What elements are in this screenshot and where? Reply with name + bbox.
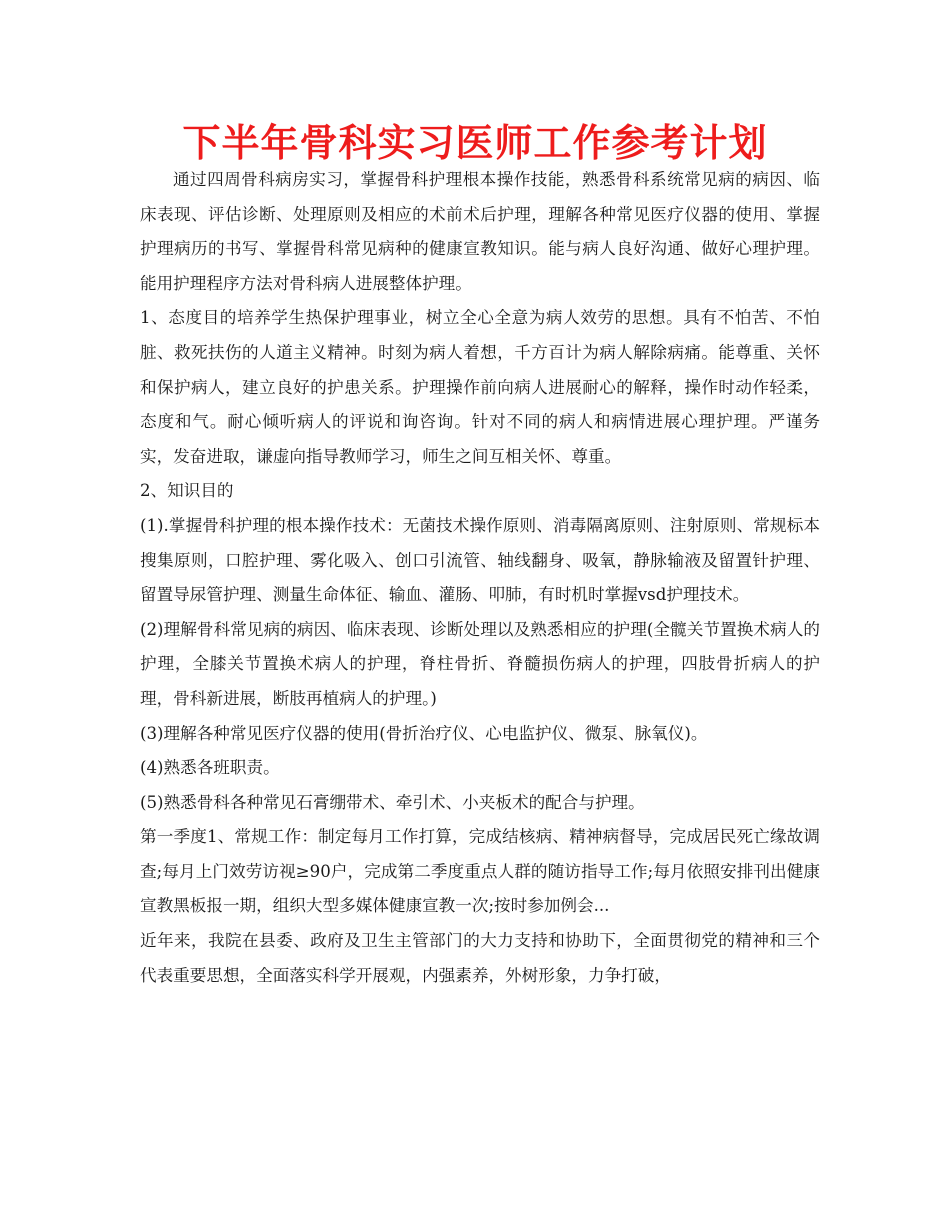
paragraph-knowledge-goal-heading: 2、知识目的 bbox=[140, 481, 234, 501]
paragraph-knowledge-item-4: (4)熟悉各班职责。 bbox=[140, 758, 280, 778]
paragraph-knowledge-item-2: (2)理解骨科常见病的病因、临床表现、诊断处理以及熟悉相应的护理(全髋关节置换术病人的护理，全膝关节置换术病人的护理，脊柱骨折、脊髓损伤病人的护理，四肢骨折病人的护理，骨科新进展，断肢再植病人的护理。) bbox=[140, 619, 820, 708]
document-body bbox=[140, 163, 820, 993]
paragraph-knowledge-item-1: (1).掌握骨科护理的根本操作技术：无菌技术操作原则、消毒隔离原则、注射原则、常规标本搜集原则，口腔护理、雾化吸入、创口引流管、轴线翻身、吸氧，静脉输液及留置针护理、留置导尿管护理、测量生命体征、输血、灌肠、叩肺，有时机时掌握vsd护理技术。 bbox=[140, 515, 820, 605]
document-title: 下半年骨科实习医师工作参考计划 bbox=[182, 121, 768, 165]
paragraph-first-quarter: 第一季度1、常规工作：制定每月工作打算，完成结核病、精神病督导，完成居民死亡缘故调查;每月上门效劳访视≥90户，完成第二季度重点人群的随访指导工作;每月依照安排刊出健康宣教黑板报一期，组织大型多媒体健康宣教一次;按时参加例会... bbox=[140, 827, 820, 916]
paragraph-attitude-goal: 1、态度目的培养学生热保护理事业，树立全心全意为病人效劳的思想。具有不怕苦、不怕脏、救死扶伤的人道主义精神。时刻为病人着想，千方百计为病人解除病痛。能尊重、关怀和保护病人，建立良好的护患关系。护理操作前向病人进展耐心的解释，操作时动作轻柔，态度和气。耐心倾听病人的评说和询咨询。针对不同的病人和病情进展心理护理。严谨务实，发奋进取，谦虚向指导教师学习，师生之间互相关怀、尊重。 bbox=[140, 308, 820, 466]
paragraph-knowledge-item-3: (3)理解各种常见医疗仪器的使用(骨折治疗仪、心电监护仪、微泵、脉氧仪)。 bbox=[140, 723, 708, 743]
paragraph-knowledge-item-5: (5)熟悉骨科各种常见石膏绷带术、牵引术、小夹板术的配合与护理。 bbox=[140, 792, 645, 812]
paragraph-intro: 通过四周骨科病房实习，掌握骨科护理根本操作技能，熟悉骨科系统常见病的病因、临床表现、评估诊断、处理原则及相应的术前术后护理，理解各种常见医疗仪器的使用、掌握护理病历的书写、掌握骨科常见病种的健康宣教知识。能与病人良好沟通、做好心理护理。能用护理程序方法对骨科病人进展整体护理。 bbox=[140, 170, 820, 293]
paragraph-recent-years: 近年来，我院在县委、政府及卫生主管部门的大力支持和协助下，全面贯彻党的精神和三个代表重要思想，全面落实科学开展观，内强素养，外树形象，力争打破， bbox=[140, 931, 820, 985]
